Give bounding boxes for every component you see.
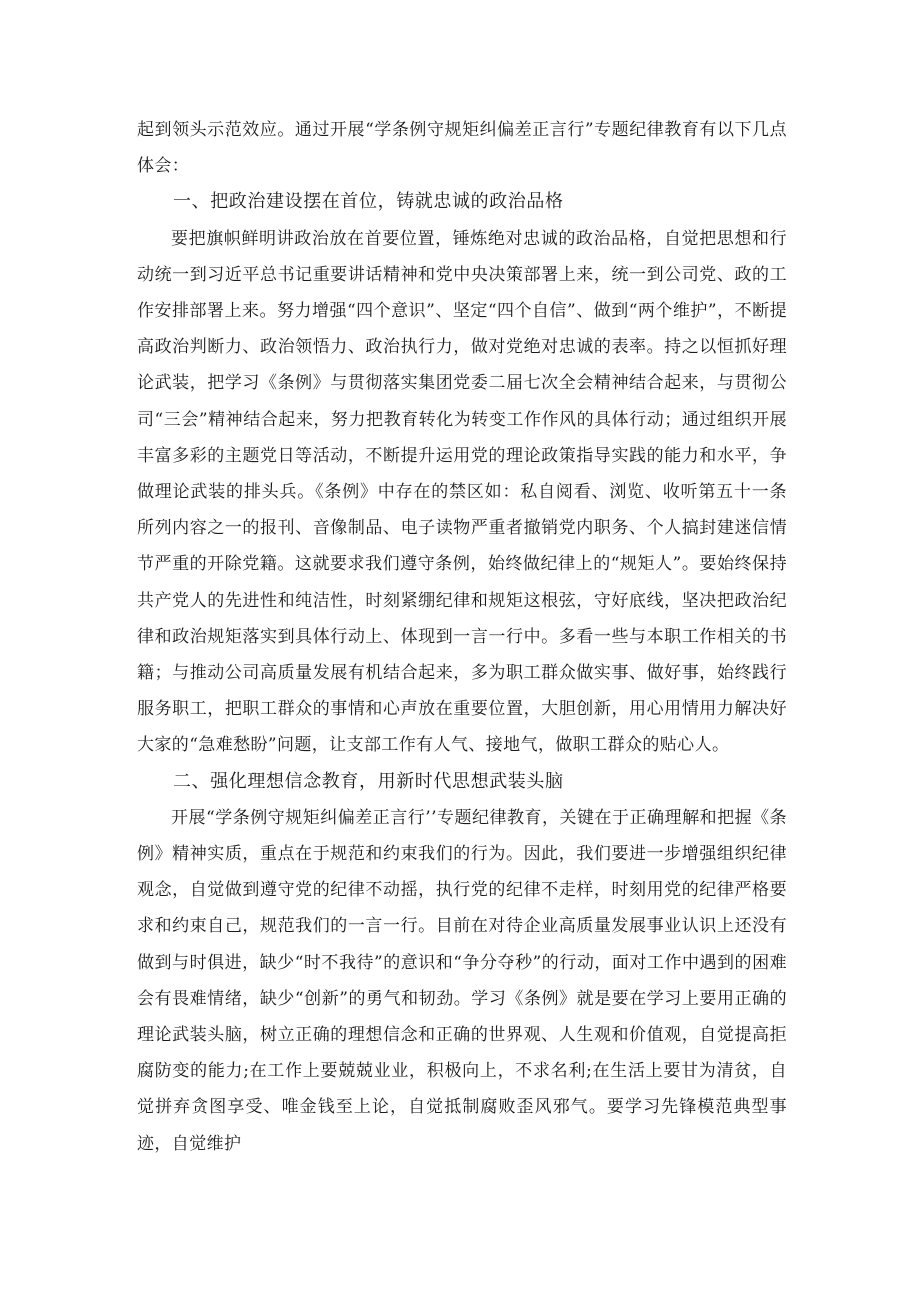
section-body-1: 要把旗帜鲜明讲政治放在首要位置，锤炼绝对忠诚的政治品格，自觉把思想和行动统一到习近平总书记重要讲话精神和党中央决策部署上来，统一到公司党、政的工作安排部署上来。努力增强“四个意识”、坚定“四个自信”、做到“两个维护”，不断提高政治判断力、政治领悟力、政治执行力，做对党绝对忠诚的表率。持之以恒抓好理论武装，把学习《条例》与贯彻落实集团党委二届七次全会精神结合起来，与贯彻公司“三会”精神结合起来，努力把教育转化为转变工作作风的具体行动；通过组织开展丰富多彩的主题党日等活动，不断提升运用党的理论政策指导实践的能力和水平，争做理论武装的排头兵。《条例》中存在的禁区如：私自阅看、浏览、收听第五十一条所列内容之一的报刊、音像制品、电子读物严重者撤销党内职务、个人搞封建迷信情节严重的开除党籍。这就要求我们遵守条例，始终做纪律上的“规矩人”。要始终保持共产党人的先进性和纯洁性，时刻紧绷纪律和规矩这根弦，守好底线，坚决把政治纪律和政治规矩落实到具体行动上、体现到一言一行中。多看一些与本职工作相关的书籍；与推动公司高质量发展有机结合起来，多为职工群众做实事、做好事，始终践行服务职工，把职工群众的事情和心声放在重要位置，大胆创新，用心用情用力解决好大家的“急难愁盼”问题，让支部工作有人气、接地气，做职工群众的贴心人。 (137, 228, 787, 756)
section-body-2: 开展“学条例守规矩纠偏差正言行’’专题纪律教育，关键在于正确理解和把握《条例》精神实质，重点在于规范和约束我们的行为。因此，我们要进一步增强组织纪律观念，自觉做到遵守党的纪律不动摇，执行党的纪律不走样，时刻用党的纪律严格要求和约束自己，规范我们的一言一行。目前在对待企业高质量发展事业认识上还没有做到与时俱进，缺少“时不我待”的意识和“争分夺秒”的行动，面对工作中遇到的困难会有畏难情绪，缺少“创新”的勇气和韧劲。学习《条例》就是要在学习上要用正确的理论武装头脑，树立正确的理想信念和正确的世界观、人生观和价值观，自觉提高拒腐防变的能力;在工作上要兢兢业业，积极向上，不求名利;在生活上要甘为清贫，自觉拼弃贪图享受、唯金钱至上论，自觉抵制腐败歪风邪气。要学习先锋模范典型事迹，自觉维护 (137, 807, 787, 1154)
document-body (137, 112, 787, 1162)
section-heading-2: 二、强化理想信念教育，用新时代思想武装头脑 (173, 770, 564, 792)
intro-paragraph: 起到领头示范效应。通过开展“学条例守规矩纠偏差正言行”专题纪律教育有以下几点体会： (137, 120, 787, 177)
section-heading-1: 一、把政治建设摆在首位，铸就忠诚的政治品格 (173, 191, 564, 213)
